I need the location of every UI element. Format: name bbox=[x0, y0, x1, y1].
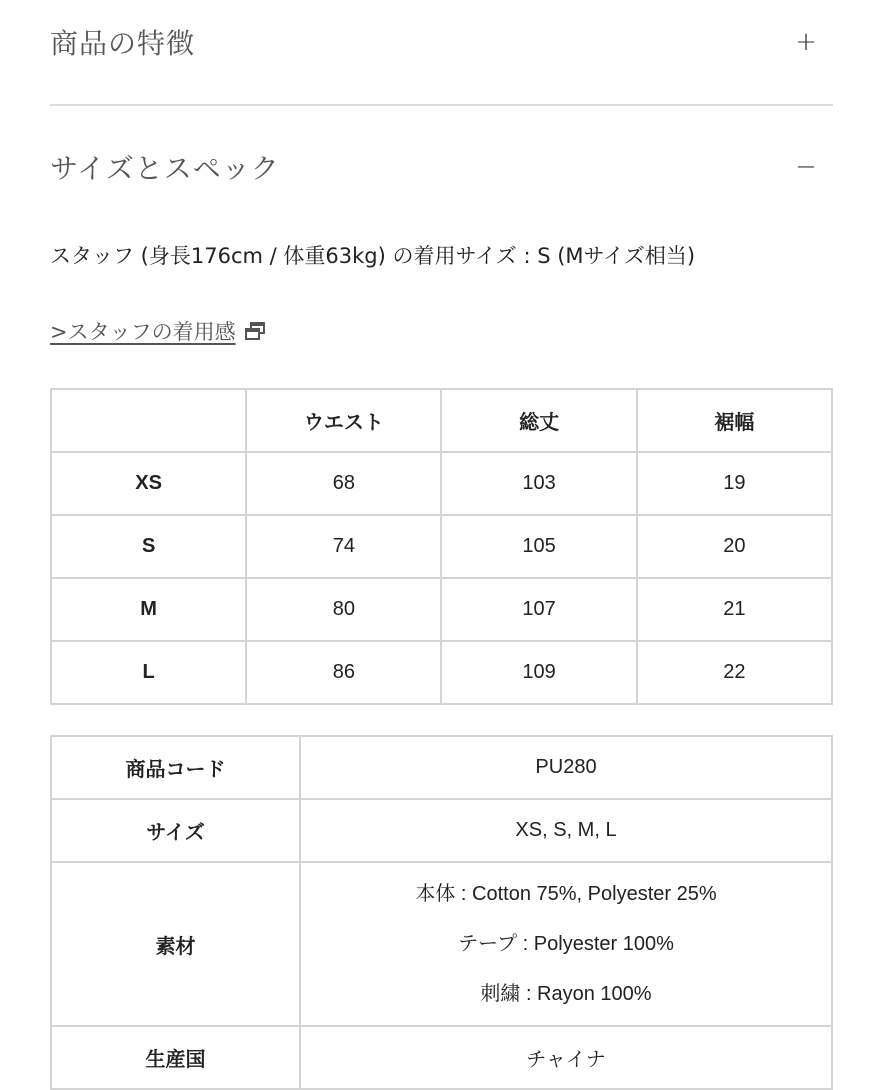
table-row bbox=[51, 862, 832, 1026]
hem-value: 20 bbox=[637, 515, 832, 578]
hem-value: 21 bbox=[637, 578, 832, 641]
origin-value: チャイナ bbox=[300, 1026, 832, 1089]
header-total-length: 総丈 bbox=[441, 389, 636, 452]
material-line: 刺繍 : Rayon 100% bbox=[480, 983, 652, 1005]
external-window-icon bbox=[244, 321, 266, 341]
staff-fit-link[interactable] bbox=[50, 316, 266, 346]
origin-label: 生産国 bbox=[51, 1026, 300, 1089]
table-row bbox=[51, 736, 832, 799]
waist-value: 68 bbox=[246, 452, 441, 515]
material-value bbox=[300, 862, 832, 1026]
size-table-corner-cell bbox=[51, 389, 246, 452]
header-hem-width: 裾幅 bbox=[637, 389, 832, 452]
length-value: 107 bbox=[441, 578, 636, 641]
table-row bbox=[51, 799, 832, 862]
table-row bbox=[51, 452, 832, 515]
waist-value: 74 bbox=[246, 515, 441, 578]
size-label: S bbox=[51, 515, 246, 578]
table-row bbox=[51, 515, 832, 578]
size-label: XS bbox=[51, 452, 246, 515]
minus-icon[interactable]: − bbox=[795, 152, 817, 182]
hem-value: 22 bbox=[637, 641, 832, 704]
material-line: 本体 : Cotton 75%, Polyester 25% bbox=[415, 883, 717, 905]
staff-size-note: スタッフ (身長176cm / 体重63kg) の着用サイズ : S (Mサイズ相当) bbox=[50, 244, 696, 268]
product-code-label: 商品コード bbox=[51, 736, 300, 799]
length-value: 103 bbox=[441, 452, 636, 515]
sizes-value: XS, S, M, L bbox=[300, 799, 832, 862]
specs-title: サイズとスペック bbox=[50, 152, 280, 185]
material-label: 素材 bbox=[51, 862, 300, 1026]
features-title: 商品の特徴 bbox=[50, 27, 196, 60]
plus-icon[interactable]: + bbox=[795, 27, 817, 57]
accordion-size-spec[interactable] bbox=[50, 143, 833, 191]
sizes-label: サイズ bbox=[51, 799, 300, 862]
table-row bbox=[51, 578, 832, 641]
header-waist: ウエスト bbox=[246, 389, 441, 452]
size-table bbox=[50, 388, 833, 705]
size-table-header-row bbox=[51, 389, 832, 452]
waist-value: 80 bbox=[246, 578, 441, 641]
material-line: テープ : Polyester 100% bbox=[458, 933, 674, 955]
length-value: 105 bbox=[441, 515, 636, 578]
spec-table bbox=[50, 735, 833, 1090]
size-label: L bbox=[51, 641, 246, 704]
size-label: M bbox=[51, 578, 246, 641]
divider bbox=[50, 104, 833, 106]
product-code-value: PU280 bbox=[300, 736, 832, 799]
staff-fit-link-label: >スタッフの着用感 bbox=[50, 320, 236, 344]
hem-value: 19 bbox=[637, 452, 832, 515]
table-row bbox=[51, 641, 832, 704]
length-value: 109 bbox=[441, 641, 636, 704]
waist-value: 86 bbox=[246, 641, 441, 704]
accordion-features[interactable] bbox=[50, 18, 833, 66]
